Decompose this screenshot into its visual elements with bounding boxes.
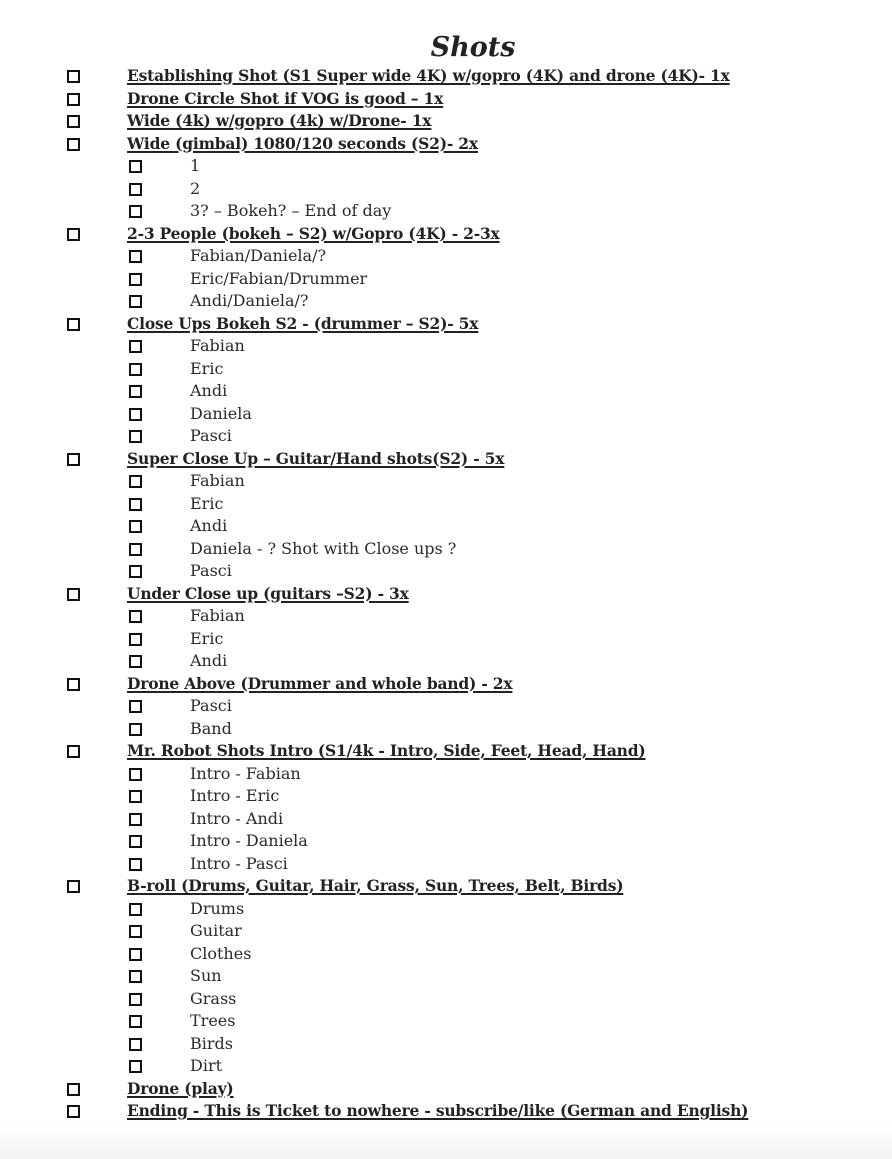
checklist-item-label: Ending - This is Ticket to nowhere - subscribe/like (German and English) — [127, 1101, 749, 1120]
checkbox-icon[interactable] — [129, 295, 142, 308]
checklist-item — [0, 110, 892, 133]
checklist-subitem — [0, 920, 892, 943]
checklist-subitem-label: Intro - Fabian — [190, 763, 301, 783]
checklist-item-label: B-roll (Drums, Guitar, Hair, Grass, Sun, Trees, Belt, Birds) — [127, 876, 624, 895]
checkbox-icon[interactable] — [129, 565, 142, 578]
checklist-subitem — [0, 425, 892, 448]
checklist-subitem — [0, 200, 892, 223]
checklist-subitem-label: Eric — [190, 628, 224, 648]
checklist-subitem-label: Pasci — [190, 561, 232, 580]
checklist-subitem — [0, 470, 892, 493]
checkbox-icon[interactable] — [67, 318, 80, 331]
checklist-item-label: Close Ups Bokeh S2 - (drummer – S2)- 5x — [127, 313, 479, 333]
checklist-subitem — [0, 763, 892, 786]
checkbox-icon[interactable] — [67, 1083, 80, 1096]
checkbox-icon[interactable] — [129, 543, 142, 556]
checklist-item — [0, 223, 892, 246]
checkbox-icon[interactable] — [129, 205, 142, 218]
checklist-subitem — [0, 628, 892, 651]
checklist-subitem-label: 1 — [190, 156, 201, 175]
checklist-subitem — [0, 605, 892, 628]
checklist-subitem — [0, 830, 892, 853]
checklist-subitem — [0, 1033, 892, 1056]
checklist-subitem — [0, 493, 892, 516]
checkbox-icon[interactable] — [129, 970, 142, 983]
checklist-subitem-label: Andi — [190, 381, 228, 400]
checklist-subitem — [0, 695, 892, 718]
checklist-item-label: Drone Above (Drummer and whole band) - 2x — [127, 673, 513, 693]
checklist-subitem-label: Daniela — [190, 403, 252, 423]
checklist-subitem-label: 2 — [190, 178, 201, 198]
checklist-subitem — [0, 650, 892, 673]
checklist-subitem — [0, 380, 892, 403]
checklist-item — [0, 673, 892, 696]
checkbox-icon[interactable] — [129, 948, 142, 961]
checkbox-icon[interactable] — [129, 610, 142, 623]
checklist-item-label: Establishing Shot (S1 Super wide 4K) w/gopro (4K) and drone (4K)- 1x — [127, 66, 730, 85]
checkbox-icon[interactable] — [129, 250, 142, 263]
checklist-item — [0, 583, 892, 606]
checklist-item-label: Mr. Robot Shots Intro (S1/4k - Intro, Side, Feet, Head, Hand) — [127, 741, 646, 760]
checkbox-icon[interactable] — [67, 745, 80, 758]
checklist-item — [0, 875, 892, 898]
checkbox-icon[interactable] — [129, 363, 142, 376]
checklist-subitem — [0, 538, 892, 561]
checkbox-icon[interactable] — [129, 993, 142, 1006]
checkbox-icon[interactable] — [129, 475, 142, 488]
checklist-subitem — [0, 560, 892, 583]
checkbox-icon[interactable] — [67, 453, 80, 466]
checklist-subitem-label: Band — [190, 718, 232, 738]
checkbox-icon[interactable] — [129, 340, 142, 353]
checklist-item-label: Wide (gimbal) 1080/120 seconds (S2)- 2x — [127, 133, 478, 153]
checklist-subitem — [0, 853, 892, 876]
checkbox-icon[interactable] — [129, 430, 142, 443]
checklist-item — [0, 1100, 892, 1123]
checklist-subitem-label: Andi — [190, 516, 228, 535]
checkbox-icon[interactable] — [67, 115, 80, 128]
checklist-subitem-label: Sun — [190, 966, 222, 985]
checkbox-icon[interactable] — [129, 903, 142, 916]
checklist-subitem-label: Intro - Daniela — [190, 831, 308, 850]
checkbox-icon[interactable] — [129, 408, 142, 421]
checkbox-icon[interactable] — [129, 273, 142, 286]
checklist-subitem — [0, 808, 892, 831]
checklist-subitem-label: Grass — [190, 988, 237, 1008]
checklist-item-label: Under Close up (guitars –S2) - 3x — [127, 583, 409, 603]
page-bottom-edge — [0, 1125, 892, 1159]
checklist-subitem — [0, 515, 892, 538]
page-title: Shots — [430, 32, 516, 63]
checklist-item-label: Super Close Up – Guitar/Hand shots(S2) - 5x — [127, 448, 505, 468]
checklist-subitem — [0, 1010, 892, 1033]
checkbox-icon[interactable] — [129, 723, 142, 736]
checklist-subitem-label: Eric/Fabian/Drummer — [190, 268, 368, 288]
checklist-item — [0, 88, 892, 111]
checklist-subitem — [0, 1055, 892, 1078]
checkbox-icon[interactable] — [129, 858, 142, 871]
checklist-subitem — [0, 178, 892, 201]
checklist-subitem — [0, 988, 892, 1011]
checkbox-icon[interactable] — [129, 160, 142, 173]
checklist-subitem — [0, 965, 892, 988]
checkbox-icon[interactable] — [129, 768, 142, 781]
checklist-subitem-label: Daniela - ? Shot with Close ups ? — [190, 538, 457, 558]
checklist-subitem-label: Intro - Eric — [190, 786, 280, 805]
checklist-subitem — [0, 245, 892, 268]
checklist-item — [0, 1078, 892, 1101]
checklist-subitem-label: Fabian — [190, 606, 245, 625]
checkbox-icon[interactable] — [129, 835, 142, 848]
shot-checklist — [0, 65, 892, 1123]
checklist-item — [0, 313, 892, 336]
checklist-subitem-label: Fabian — [190, 336, 245, 355]
checkbox-icon[interactable] — [129, 520, 142, 533]
checklist-subitem-label: Fabian/Daniela/? — [190, 246, 327, 265]
checkbox-icon[interactable] — [129, 925, 142, 938]
checklist-subitem-label: Intro - Andi — [190, 808, 284, 828]
checklist-subitem-label: Trees — [190, 1011, 236, 1030]
checklist-item-label: 2-3 People (bokeh – S2) w/Gopro (4K) - 2-3x — [127, 223, 500, 243]
checkbox-icon[interactable] — [129, 1038, 142, 1051]
checklist-subitem-label: Guitar — [190, 921, 242, 940]
checklist-subitem — [0, 335, 892, 358]
checkbox-icon[interactable] — [67, 228, 80, 241]
checklist-subitem-label: Pasci — [190, 696, 232, 715]
checklist-subitem-label: Drums — [190, 898, 245, 918]
checklist-item — [0, 65, 892, 88]
checklist-subitem — [0, 290, 892, 313]
checkbox-icon[interactable] — [67, 678, 80, 691]
checklist-subitem-label: Andi/Daniela/? — [190, 291, 309, 310]
checkbox-icon[interactable] — [129, 183, 142, 196]
checkbox-icon[interactable] — [67, 1105, 80, 1118]
checkbox-icon[interactable] — [129, 633, 142, 646]
checklist-subitem-label: Eric — [190, 493, 224, 513]
checkbox-icon[interactable] — [129, 700, 142, 713]
checkbox-icon[interactable] — [67, 93, 80, 106]
checklist-subitem — [0, 403, 892, 426]
checkbox-icon[interactable] — [129, 498, 142, 511]
checkbox-icon[interactable] — [67, 588, 80, 601]
checkbox-icon[interactable] — [129, 813, 142, 826]
checklist-subitem-label: Birds — [190, 1033, 233, 1053]
checklist-item — [0, 448, 892, 471]
checkbox-icon[interactable] — [129, 1060, 142, 1073]
checkbox-icon[interactable] — [67, 880, 80, 893]
checklist-subitem — [0, 943, 892, 966]
checkbox-icon[interactable] — [67, 70, 80, 83]
checklist-subitem-label: Pasci — [190, 426, 232, 445]
checkbox-icon[interactable] — [129, 385, 142, 398]
checklist-subitem-label: Intro - Pasci — [190, 853, 288, 873]
checklist-subitem-label: Andi — [190, 651, 228, 670]
checklist-subitem — [0, 155, 892, 178]
checklist-subitem — [0, 898, 892, 921]
checklist-subitem — [0, 268, 892, 291]
checklist-subitem-label: Fabian — [190, 471, 245, 490]
checkbox-icon[interactable] — [129, 790, 142, 803]
checklist-item — [0, 740, 892, 763]
checklist-subitem — [0, 785, 892, 808]
checklist-subitem — [0, 358, 892, 381]
checklist-subitem-label: Eric — [190, 358, 224, 378]
checkbox-icon[interactable] — [129, 1015, 142, 1028]
checklist-subitem — [0, 718, 892, 741]
checklist-subitem-label: 3? – Bokeh? – End of day — [190, 201, 392, 220]
checklist-item-label: Wide (4k) w/gopro (4k) w/Drone- 1x — [127, 111, 432, 130]
checklist-subitem-label: Dirt — [190, 1056, 223, 1075]
checkbox-icon[interactable] — [67, 138, 80, 151]
checklist-item — [0, 133, 892, 156]
checkbox-icon[interactable] — [129, 655, 142, 668]
checklist-item-label: Drone (play) — [127, 1078, 234, 1098]
checklist-subitem-label: Clothes — [190, 943, 252, 963]
checklist-item-label: Drone Circle Shot if VOG is good – 1x — [127, 88, 444, 108]
